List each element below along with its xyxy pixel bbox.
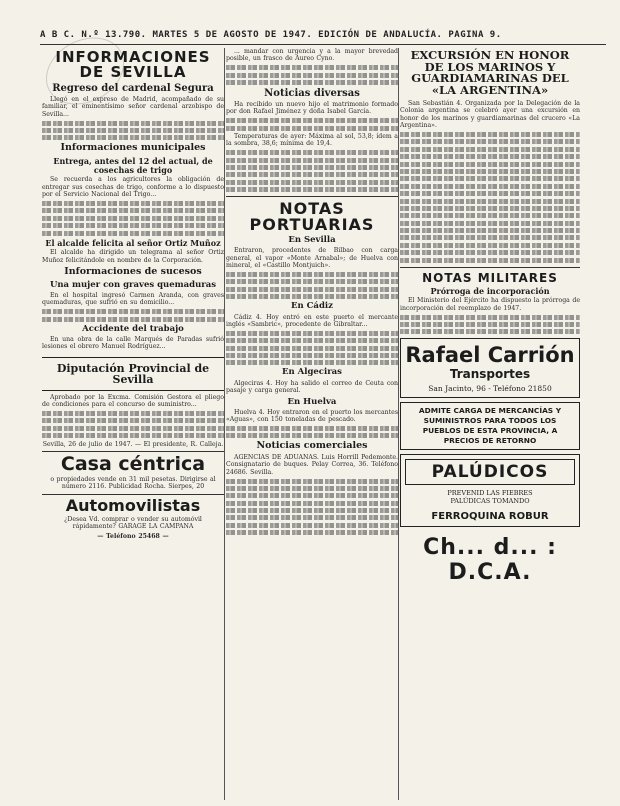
article-comerciales: AGENCIAS DE ADUANAS. Luis Horrill Pedemonte. Consignatario de buques. Pelay Correa, 36. Teléfono 24686. Sevilla. [226, 453, 398, 476]
diputacion-signature: Sevilla, 26 de julio de 1947. — El presidente, R. Calleja. [42, 440, 224, 448]
diputacion-banner [42, 357, 224, 391]
article-militares: El Ministerio del Ejército ha dispuesto la prórroga de incorporación del reemplazo de 1947. [400, 297, 580, 312]
ad-dca: Ch... d... : D.C.A. [423, 535, 557, 586]
article-puerto-cadiz: Cádiz 4. Hoy entró en este puerto el mercante inglés «Sambric», procedente de Gibraltar... [226, 313, 398, 328]
divider [42, 451, 224, 452]
subheadline-sevilla: En Sevilla [288, 235, 336, 246]
headline-portuarias: NOTAS PORTUARIAS [249, 199, 375, 235]
divider [226, 196, 398, 197]
ad-carga [400, 402, 580, 450]
page-header: A B C. N.º 13.790. MARTES 5 DE AGOSTO DE 1947. EDICIÓN DE ANDALUCÍA. PAGINA 9. [40, 30, 502, 40]
ad-auto-text: ¿Desea Vd. comprar o vender su automóvil rápidamente? GARAGE LA CAMPANA [64, 515, 202, 531]
article-text-lines [226, 426, 398, 438]
article-temperaturas: Temperaturas de ayer: Máxima al sol, 53,8; ídem a la sombra, 38,6; mínima de 19,4. [226, 132, 398, 148]
divider [42, 494, 224, 495]
ad-carrion-name: Rafael Carrión [405, 343, 575, 368]
subheadline-entrega: Entrega, antes del 12 del actual, de cosechas de trigo [53, 155, 213, 175]
column-divider-2 [398, 48, 399, 800]
ad-paludicos-line2: PALÚDICAS TOMANDO [450, 497, 530, 506]
divider [400, 267, 580, 268]
article-trigo: Se recuerda a los agricultores la obligación de entregar sus cosechas de trigo, conforme a lo dispuesto por el Servicio Nacional del Trigo... [42, 176, 224, 199]
article-diversas: Ha recibido un nuevo hijo el matrimonio formado por don Rafael Jiménez y doña Isabel García. [226, 100, 398, 116]
subheadline-prorroga: Prórroga de incorporación [430, 285, 550, 296]
article-cardenal: Llegó en el expreso de Madrid, acompañado de su familiar, el eminentísimo señor cardenal arzobispo de Sevilla... [42, 96, 224, 118]
article-text-lines [42, 121, 224, 141]
article-text-lines [42, 309, 224, 321]
article-text-lines [226, 150, 398, 192]
column-left [42, 48, 224, 800]
headline-militares: NOTAS MILITARES [422, 270, 558, 285]
article-text-lines [226, 331, 398, 366]
subheadline-cadiz: En Cádiz [291, 301, 333, 312]
subheadline-algeciras: En Algeciras [282, 367, 342, 378]
ad-paludicos-line1: PREVENID LAS FIEBRES [447, 489, 533, 498]
headline-diversas: Noticias diversas [264, 87, 360, 99]
article-puerto-sevilla: Entraron, procedentes de Bilbao con carga general, el vapor «Monte Arnabal»; de Huelva con mineral, el «Castillo Montjuich». [226, 247, 398, 270]
article-text-lines [42, 201, 224, 236]
headline-excursion: EXCURSIÓN EN HONOR DE LOS MARINOS Y GUARDIAMARINAS DEL «LA ARGENTINA» [410, 48, 570, 97]
ad-casa-text: o propiedades vende en 31 mil pesetas. Dirigirse al número 2116. Publicidad Rocha. Sierpes, 20 [50, 475, 216, 491]
article-text-lines [226, 118, 398, 130]
article-top: ... mandar con urgencia y a la mayor brevedad posible, un frasco de Aureo Cyno. [226, 48, 398, 63]
ad-paludicos-title: PALÚDICOS [405, 459, 575, 485]
ad-carrion-sub: Transportes [449, 367, 531, 382]
article-text-lines [226, 272, 398, 299]
subheadline-mujer: Una mujer con graves quemaduras [49, 279, 217, 290]
header-rule [40, 44, 606, 45]
headline-municipales: Informaciones municipales [60, 142, 206, 154]
article-text-lines [400, 132, 580, 263]
headline-sucesos: Informaciones de sucesos [64, 266, 202, 278]
article-text-lines [226, 65, 398, 85]
column-right [400, 48, 580, 800]
headline-cardenal: Regreso del cardenal Segura [52, 83, 214, 94]
subheadline-huelva: En Huelva [287, 396, 337, 407]
article-text-lines [400, 315, 580, 335]
section-title-sevilla: INFORMACIONES DE SEVILLA [55, 48, 211, 81]
column-divider-1 [224, 48, 225, 800]
ad-carga-text: ADMITE CARGA DE MERCANCÍAS Y SUMINISTROS PARA TODOS LOS PUEBLOS DE ESTA PROVINCIA, A PRECIOS DE RETORNO [418, 406, 562, 446]
article-trabajo: En una obra de la calle Marqués de Paradas sufrió lesiones el obrero Manuel Rodríguez... [42, 335, 224, 351]
ad-paludicos-product: FERROQUINA ROBUR [431, 511, 549, 523]
subheadline-trabajo: Accidente del trabajo [82, 323, 184, 334]
ad-carrion-address: San Jacinto, 96 - Teléfono 21850 [428, 384, 552, 394]
ad-auto-title: Automovilistas [65, 495, 201, 515]
article-puerto-huelva: Huelva 4. Hoy entraron en el puerto los mercantes «Aguas», con 150 toneladas de pescado. [226, 408, 398, 424]
article-puerto-algeciras: Algeciras 4. Hoy ha salido el correo de Ceuta con pasaje y carga general. [226, 379, 398, 395]
article-text-lines [42, 411, 224, 438]
article-alcalde: El alcalde ha dirigido un telegrama al señor Ortiz Muñoz felicitándole en nombre de la Corporación. [42, 249, 224, 264]
article-text-lines [226, 479, 398, 536]
column-middle [226, 48, 398, 800]
article-excursion: San Sebastián 4. Organizada por la Delegación de la Colonia argentina se celebró ayer una excursión en honor de los marinos y guardiamarinas del crucero «La Argentina». [400, 100, 580, 130]
ad-carrion [400, 338, 580, 398]
headline-alcalde: El alcalde felicita al señor Ortiz Muñoz [45, 237, 221, 248]
article-mujer: En el hospital ingresó Carmen Aranda, con graves quemaduras, que sufrió en su domicilio... [42, 291, 224, 307]
ad-paludicos [400, 454, 580, 527]
ad-casa-title: Casa céntrica [60, 452, 206, 475]
headline-comerciales: Noticias comerciales [256, 440, 368, 452]
diputacion-title: Diputación Provincial de Sevilla [56, 361, 210, 386]
article-diputacion: Aprobado por la Excma. Comisión Gestora el pliego de condiciones para el concurso de suministro... [42, 393, 224, 409]
ad-auto-phone: — Teléfono 25468 — [97, 532, 169, 540]
